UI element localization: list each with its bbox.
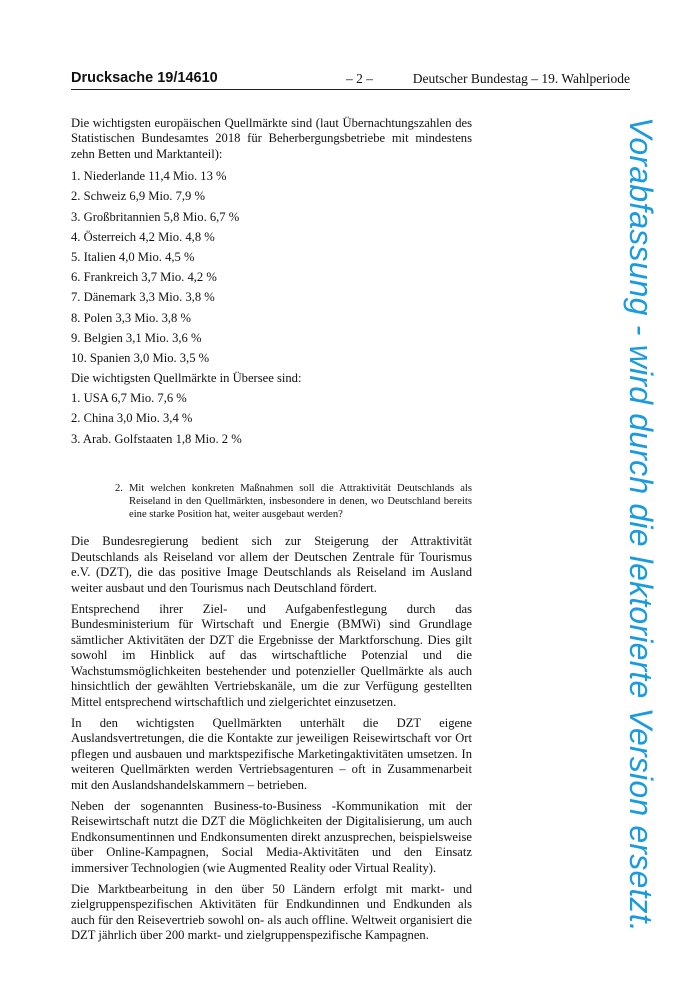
list-item: 7. Dänemark 3,3 Mio. 3,8 % bbox=[71, 290, 215, 305]
answer-paragraph: Neben der sogenannten Business-to-Business -Kommunikation mit der Reisewirtschaft nutzt die DZT die Möglichkeiten der Digitalisierung, um auch Endkonsumentinnen und Endkonsumenten direkt anzusprechen, beispielsweise über Online-Kampagnen, Social Media-Aktivitäten und den Einsatz immersiver Technologien (wie Augmented Reality oder Virtual Reality). bbox=[71, 798, 472, 875]
list-item: 6. Frankreich 3,7 Mio. 4,2 % bbox=[71, 270, 217, 285]
document-body bbox=[71, 116, 472, 950]
list-item: 2. Schweiz 6,9 Mio. 7,9 % bbox=[71, 189, 205, 204]
overseas-markets-list bbox=[71, 391, 472, 452]
question-number: 2. bbox=[115, 482, 123, 494]
document-number-value: 14610 bbox=[177, 70, 218, 86]
document-number bbox=[71, 70, 218, 86]
list-item: 1. Niederlande 11,4 Mio. 13 % bbox=[71, 169, 227, 184]
intro-paragraph: Die wichtigsten europäischen Quellmärkte sind (laut Übernachtungszahlen des Statistischen Bundesamtes 2018 für Beherbergungsbetriebe mit mindestens zehn Betten und Marktanteil): bbox=[71, 116, 472, 161]
list-item: 8. Polen 3,3 Mio. 3,8 % bbox=[71, 310, 191, 325]
answer-paragraph: In den wichtigsten Quellmärkten unterhält die DZT eigene Auslandsvertretungen, die die Kontakte zur jeweiligen Reisewirtschaft vor Ort pflegen und ausbauen und marktspezifische Marketingaktivitäten umsetzen. In weiteren Quellmärkten werden Vertriebsagenturen – oft in Zusammenarbeit mit den Auslandshandelskammern – betrieben. bbox=[71, 715, 472, 792]
list-item: 5. Italien 4,0 Mio. 4,5 % bbox=[71, 249, 195, 264]
list-item: 9. Belgien 3,1 Mio. 3,6 % bbox=[71, 330, 202, 345]
overseas-intro: Die wichtigsten Quellmärkte in Übersee sind: bbox=[71, 371, 302, 386]
page-header bbox=[71, 70, 630, 90]
draft-watermark: Vorabfassung - wird durch die lektorierte Version ersetzt. bbox=[623, 117, 659, 932]
european-markets-list bbox=[71, 169, 472, 371]
answer-paragraph: Die Marktbearbeitung in den über 50 Ländern erfolgt mit markt- und zielgruppenspezifischen Aktivitäten für Endkundinnen und Endkunden als auch für den Reisevertrieb sowohl on- als auch offline. Weltweit organisiert die DZT jährlich über 200 markt- und zielgruppenspezifische Kampagnen. bbox=[71, 881, 472, 943]
list-item: 3. Großbritannien 5,8 Mio. 6,7 % bbox=[71, 209, 240, 224]
answer-paragraph: Entsprechend ihrer Ziel- und Aufgabenfestlegung durch das Bundesministerium für Wirtschaft und Energie (BMWi) sind Grundlage sämtlicher Aktivitäten der DZT die Ergebnisse der Marktforschung. Dies gilt sowohl im Hinblick auf das wirtschaftliche Potenzial und die Wachstumsmöglichkeiten bestehender und potenzieller Quellmärkte als auch hinsichtlich der gewählten Vertriebskanäle, um die zur Verfügung gestellten Mittel entsprechend wirtschaftlich und zielgerichtet einzusetzen. bbox=[71, 602, 472, 709]
list-item: 3. Arab. Golfstaaten 1,8 Mio. 2 % bbox=[71, 431, 242, 446]
publisher-label: Deutscher Bundestag – 19. Wahlperiode bbox=[412, 71, 630, 86]
page-number: – 2 – bbox=[346, 71, 373, 86]
list-item: 2. China 3,0 Mio. 3,4 % bbox=[71, 411, 193, 426]
list-item: 4. Österreich 4,2 Mio. 4,8 % bbox=[71, 229, 215, 244]
question-text: Mit welchen konkreten Maßnahmen soll die Attraktivität Deutschlands als Reiseland in den Quellmärkten, insbesondere in denen, wo Deutschland bereits eine starke Position hat, weiter ausgebaut werden? bbox=[129, 482, 472, 521]
list-item: 1. USA 6,7 Mio. 7,6 % bbox=[71, 391, 187, 406]
header-divider bbox=[71, 89, 630, 90]
question-block bbox=[115, 482, 472, 522]
list-item: 10. Spanien 3,0 Mio. 3,5 % bbox=[71, 350, 210, 365]
answer-paragraph: Die Bundesregierung bedient sich zur Steigerung der Attraktivität Deutschlands als Reiseland vor allem der Deutschen Zentrale für Tourismus e.V. (DZT), die das positive Image Deutschlands als Reiseland im Ausland weiter ausbaut und den Tourismus nach Deutschland fördert. bbox=[71, 534, 472, 595]
document-label: Drucksache 19/ bbox=[71, 70, 178, 86]
